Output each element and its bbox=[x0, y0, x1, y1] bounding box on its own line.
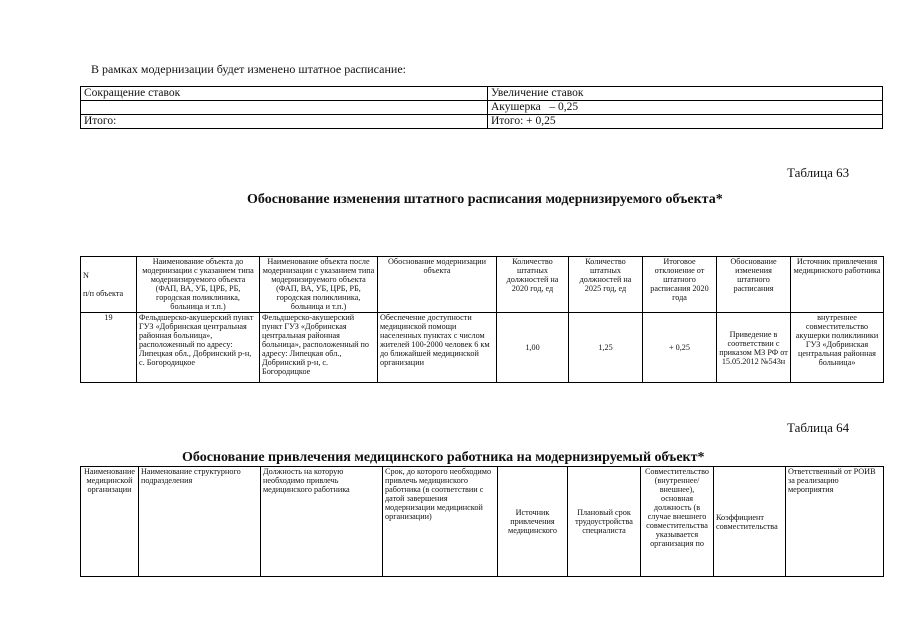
header-cell: Источник привлечения медицинского bbox=[498, 467, 568, 577]
header-cell: Наименование объекта до модернизации с указанием типа модернизируемого объекта (ФАП, ВА, УБ, ЦРБ, РБ, городская поликлиника, больница и т.п.) bbox=[137, 257, 260, 313]
increase-item: Акушерка – 0,25 bbox=[488, 101, 883, 115]
header-cell: Ответственный от РОИВ за реализацию мероприятия bbox=[786, 467, 884, 577]
intro-text: В рамках модернизации будет изменено штатное расписание: bbox=[91, 62, 406, 76]
total-left: Итого: bbox=[81, 115, 488, 129]
row-cell: 1,00 bbox=[497, 313, 569, 383]
header-cell: Количество штатных должностей на 2020 год, ед bbox=[497, 257, 569, 313]
staff-change-table bbox=[80, 86, 883, 129]
header-cell: Источник привлечения медицинского работника bbox=[791, 257, 884, 313]
row-cell: Фельдшерско-акушерский пункт ГУЗ «Добринская центральная районная больница», расположенный по адресу: Липецкая обл., Добринский р-н, с. Богородицкое bbox=[137, 313, 260, 383]
header-cell: Обоснование модернизации объекта bbox=[378, 257, 497, 313]
header-cell: Срок, до которого необходимо привлечь медицинского работника (в соответствии с датой завершения модернизации медицинской организации) bbox=[383, 467, 498, 577]
header-cell: Совместительство (внутреннее/внешнее), основная должность (в случае внешнего совместительства указывается организация по bbox=[641, 467, 714, 577]
worker-attraction-table bbox=[80, 466, 884, 577]
header-cell: Наименование структурного подразделения bbox=[139, 467, 261, 577]
total-right: Итого: + 0,25 bbox=[488, 115, 883, 129]
header-cell: Наименование объекта после модернизации с указанием типа модернизируемого объекта (ФАП, ВА, УБ, ЦРБ, РБ, городская поликлиника, больница и т.п.) bbox=[260, 257, 378, 313]
header-cell: Количество штатных должностей на 2025 год, ед bbox=[569, 257, 643, 313]
table-63-number: Таблица 63 bbox=[787, 165, 850, 180]
increase-header: Увеличение ставок bbox=[488, 87, 883, 101]
reduction-item bbox=[81, 101, 488, 115]
header-cell: Плановый срок трудоустройства специалиста bbox=[568, 467, 641, 577]
reduction-header: Сокращение ставок bbox=[81, 87, 488, 101]
staffing-justification-table bbox=[80, 256, 884, 383]
table-63-title: Обоснование изменения штатного расписания модернизируемого объекта* bbox=[247, 192, 723, 207]
header-cell: Должность на которую необходимо привлечь медицинского работника bbox=[261, 467, 383, 577]
header-cell: Обоснование изменения штатного расписания bbox=[717, 257, 791, 313]
row-cell: 1,25 bbox=[569, 313, 643, 383]
row-cell: + 0,25 bbox=[643, 313, 717, 383]
header-cell: Итоговое отклонение от штатного расписания 2020 года bbox=[643, 257, 717, 313]
table-64-title: Обоснование привлечения медицинского работника на модернизируемый объект* bbox=[182, 450, 705, 465]
row-cell: Приведение в соответствии с приказом МЗ РФ от 15.05.2012 №543н bbox=[717, 313, 791, 383]
header-cell: Коэффициент совместительства bbox=[714, 467, 786, 577]
header-cell: Наименование медицинской организации bbox=[81, 467, 139, 577]
table-row bbox=[81, 313, 884, 383]
row-cell: Обеспечение доступности медицинской помощи населенных пунктах с числом жителей 100-2000 человек 6 км до ближайшей медицинской организации bbox=[378, 313, 497, 383]
row-cell: Фельдшерско-акушерский пункт ГУЗ «Добринская центральная районная больница», расположенный по адресу: Липецкая обл., Добринский р-н, с. Богородицкое bbox=[260, 313, 378, 383]
row-cell: внутреннее совместительство акушерки поликлиники ГУЗ «Добринская центральная районная больница» bbox=[791, 313, 884, 383]
table-64-number: Таблица 64 bbox=[787, 420, 850, 435]
row-cell: 19 bbox=[81, 313, 137, 383]
header-cell: N п/п объекта bbox=[81, 257, 137, 313]
